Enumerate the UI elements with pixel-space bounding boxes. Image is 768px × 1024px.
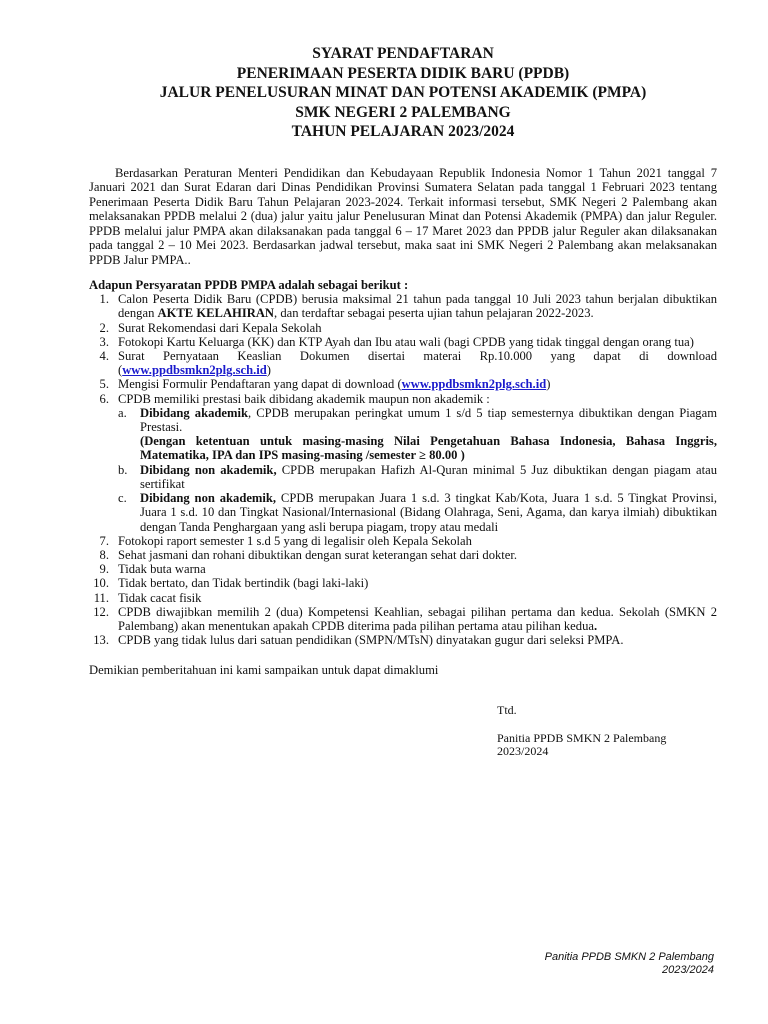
- title-line-3: JALUR PENELUSURAN MINAT DAN POTENSI AKADEMIK (PMPA): [159, 84, 647, 101]
- item-bold-period: .: [593, 618, 598, 633]
- sub-item-bold-text: Dibidang non akademik,: [140, 491, 277, 506]
- item-text: Mengisi Formulir Pendaftaran yang dapat di download (: [118, 377, 402, 392]
- item-number: 2.: [99, 320, 109, 335]
- sub-item-text: CPDB merupakan Hafizh Al-Quran minimal 5 Juz dibuktikan dengan piagam atau sertifikat: [140, 462, 717, 491]
- sub-item-label: a.: [118, 405, 127, 420]
- item-text: Fotokopi raport semester 1 s.d 5 yang di legalisir oleh Kepala Sekolah: [118, 533, 472, 548]
- requirements-heading: Adapun Persyaratan PPDB PMPA adalah sebagai berikut :: [89, 277, 409, 292]
- item-text: , dan terdaftar sebagai peserta ujian tahun pelajaran 2022-2023.: [274, 306, 594, 321]
- sub-item-label: b.: [118, 462, 128, 477]
- list-item: [89, 349, 717, 377]
- page-footer: [545, 951, 714, 977]
- list-item: [89, 605, 717, 633]
- list-item: [89, 321, 717, 335]
- download-link[interactable]: www.ppdbsmkn2plg.sch.id: [122, 363, 267, 378]
- list-item: [89, 335, 717, 349]
- list-item: [89, 377, 717, 391]
- item-number: 5.: [99, 377, 109, 392]
- item-number: 10.: [93, 576, 109, 591]
- sub-item-text: , CPDB merupakan peringkat umum 1 s/d 5 tiap semesternya dibuktikan dengan Piagam Prestasi.: [140, 405, 717, 435]
- requirements-list: [89, 292, 717, 647]
- item-number: 1.: [99, 292, 109, 307]
- item-text: Calon Peserta Didik Baru (CPDB) berusia maksimal 21 tahun pada tanggal 10 Juli 2023 tahun berjalan dibuktikan dengan: [118, 292, 717, 321]
- title-line-4: SMK NEGERI 2 PALEMBANG: [295, 103, 511, 121]
- item-text: Sehat jasmani dan rohani dibuktikan dengan surat keterangan sehat dari dokter.: [118, 547, 518, 562]
- item-text: CPDB yang tidak lulus dari satuan pendidikan (SMPN/MTsN) dinyatakan gugur dari seleksi PMPA.: [118, 633, 624, 648]
- item-text: Surat Pernyataan Keaslian Dokumen disertai materai Rp.10.000 yang dapat di download (: [118, 349, 717, 378]
- item-text: Tidak bertato, dan Tidak bertindik (bagi laki-laki): [118, 576, 369, 591]
- item-number: 6.: [99, 391, 109, 406]
- signature-year: 2023/2024: [497, 744, 549, 758]
- item-text: Fotokopi Kartu Keluarga (KK) dan KTP Ayah dan Ibu atau wali (bagi CPDB yang tidak tinggal dengan orang tua): [118, 334, 694, 349]
- item-number: 12.: [93, 604, 109, 619]
- list-item: [89, 392, 717, 534]
- item-text: CPDB memiliki prestasi baik dibidang akademik maupun non akademik :: [118, 391, 490, 406]
- item-number: 8.: [99, 547, 109, 562]
- item-text: Surat Rekomendasi dari Kepala Sekolah: [118, 320, 322, 335]
- title-line-5: TAHUN PELAJARAN 2023/2024: [291, 123, 515, 140]
- document-title: [89, 44, 717, 142]
- item-number: 3.: [99, 334, 109, 349]
- item-number: 11.: [93, 590, 109, 605]
- document-page: [89, 44, 717, 678]
- closing-statement: Demikian pemberitahuan ini kami sampaikan untuk dapat dimaklumi: [89, 663, 439, 678]
- signature-ttd: Ttd.: [497, 703, 517, 717]
- list-item: [89, 633, 717, 647]
- item-text: Tidak cacat fisik: [118, 590, 202, 605]
- sub-item-academic: [118, 406, 717, 463]
- item-text: CPDB diwajibkan memilih 2 (dua) Kompetensi Keahlian, sebagai pilihan pertama dan kedua. Sekolah (SMKN 2 Palembang) akan menentukan apakah CPDB diterima pada pilihan pertama atau pilihan kedua: [118, 604, 717, 633]
- sub-item-non-academic-quran: [118, 463, 717, 491]
- item-text: Tidak buta warna: [118, 562, 206, 577]
- list-item: [89, 292, 717, 320]
- item-number: 9.: [99, 562, 109, 577]
- item-number: 13.: [93, 633, 109, 648]
- list-item: [89, 548, 717, 562]
- title-line-2: PENERIMAAN PESERTA DIDIK BARU (PPDB): [236, 64, 570, 82]
- list-item: [89, 591, 717, 605]
- list-item: [89, 534, 717, 548]
- footer-year: 2023/2024: [662, 964, 714, 976]
- intro-paragraph: Berdasarkan Peraturan Menteri Pendidikan dan Kebudayaan Republik Indonesia Nomor 1 Tahun 2021 tanggal 7 Januari 2021 dan Surat Edaran dari Dinas Pendidikan Provinsi Sumatera Selatan pada tanggal 1 Februari 2023 tentang Penerimaan Peserta Didik Baru Tahun Pelajaran 2023-2024. Terkait informasi tersebut, SMK Negeri 2 Palembang akan melaksanakan PPDB melalui 2 (dua) jalur yaitu jalur Penelusuran Minat dan Potensi Akademik (PMPA) dan jalur Reguler. PPDB melalui jalur PMPA akan dilaksanakan pada tanggal 6 – 17 Maret 2023 dan PPDB jalur Reguler akan dilaksanakan pada tanggal 2 – 10 Mei 2023. Berdasarkan jadwal tersebut, maka saat ini SMK Negeri 2 Palembang akan melaksanakan PPDB Jalur PMPA..: [89, 165, 717, 268]
- download-link[interactable]: www.ppdbsmkn2plg.sch.id: [401, 377, 547, 392]
- sub-item-label: c.: [118, 491, 127, 506]
- sub-item-bold-text: Dibidang akademik: [140, 405, 248, 420]
- item-bold-text: AKTE KELAHIRAN: [157, 306, 275, 321]
- sub-item-text: CPDB merupakan Juara 1 s.d. 3 tingkat Kab/Kota, Juara 1 s.d. 5 Tingkat Provinsi, Juara 1 s.d. 10 dan Tingkat Nasional/Internasional (Bidang Olahraga, Seni, Agama, dan karya ilmiah) dibuktikan dengan Tanda Penghargaan yang asli berupa piagam, tropy atau medali: [140, 491, 717, 534]
- sub-item-bold-text: Dibidang non akademik,: [140, 462, 277, 477]
- item-text: ): [546, 377, 551, 392]
- sub-item-non-academic-champion: [118, 491, 717, 534]
- academic-score-note: (Dengan ketentuan untuk masing-masing Nilai Pengetahuan Bahasa Indonesia, Bahasa Inggris, Matematika, IPA dan IPS masing-masing /semester ≥ 80.00 ): [140, 434, 717, 463]
- item-text: ): [266, 363, 271, 378]
- signature-committee: Panitia PPDB SMKN 2 Palembang: [497, 730, 667, 745]
- list-item: [89, 576, 717, 590]
- footer-committee: Panitia PPDB SMKN 2 Palembang: [544, 951, 714, 963]
- list-item: [89, 562, 717, 576]
- signature-block: [497, 704, 666, 759]
- item-number: 4.: [99, 349, 109, 364]
- achievement-sublist: [118, 406, 717, 534]
- title-line-1: SYARAT PENDAFTARAN: [312, 45, 494, 62]
- item-number: 7.: [99, 533, 109, 548]
